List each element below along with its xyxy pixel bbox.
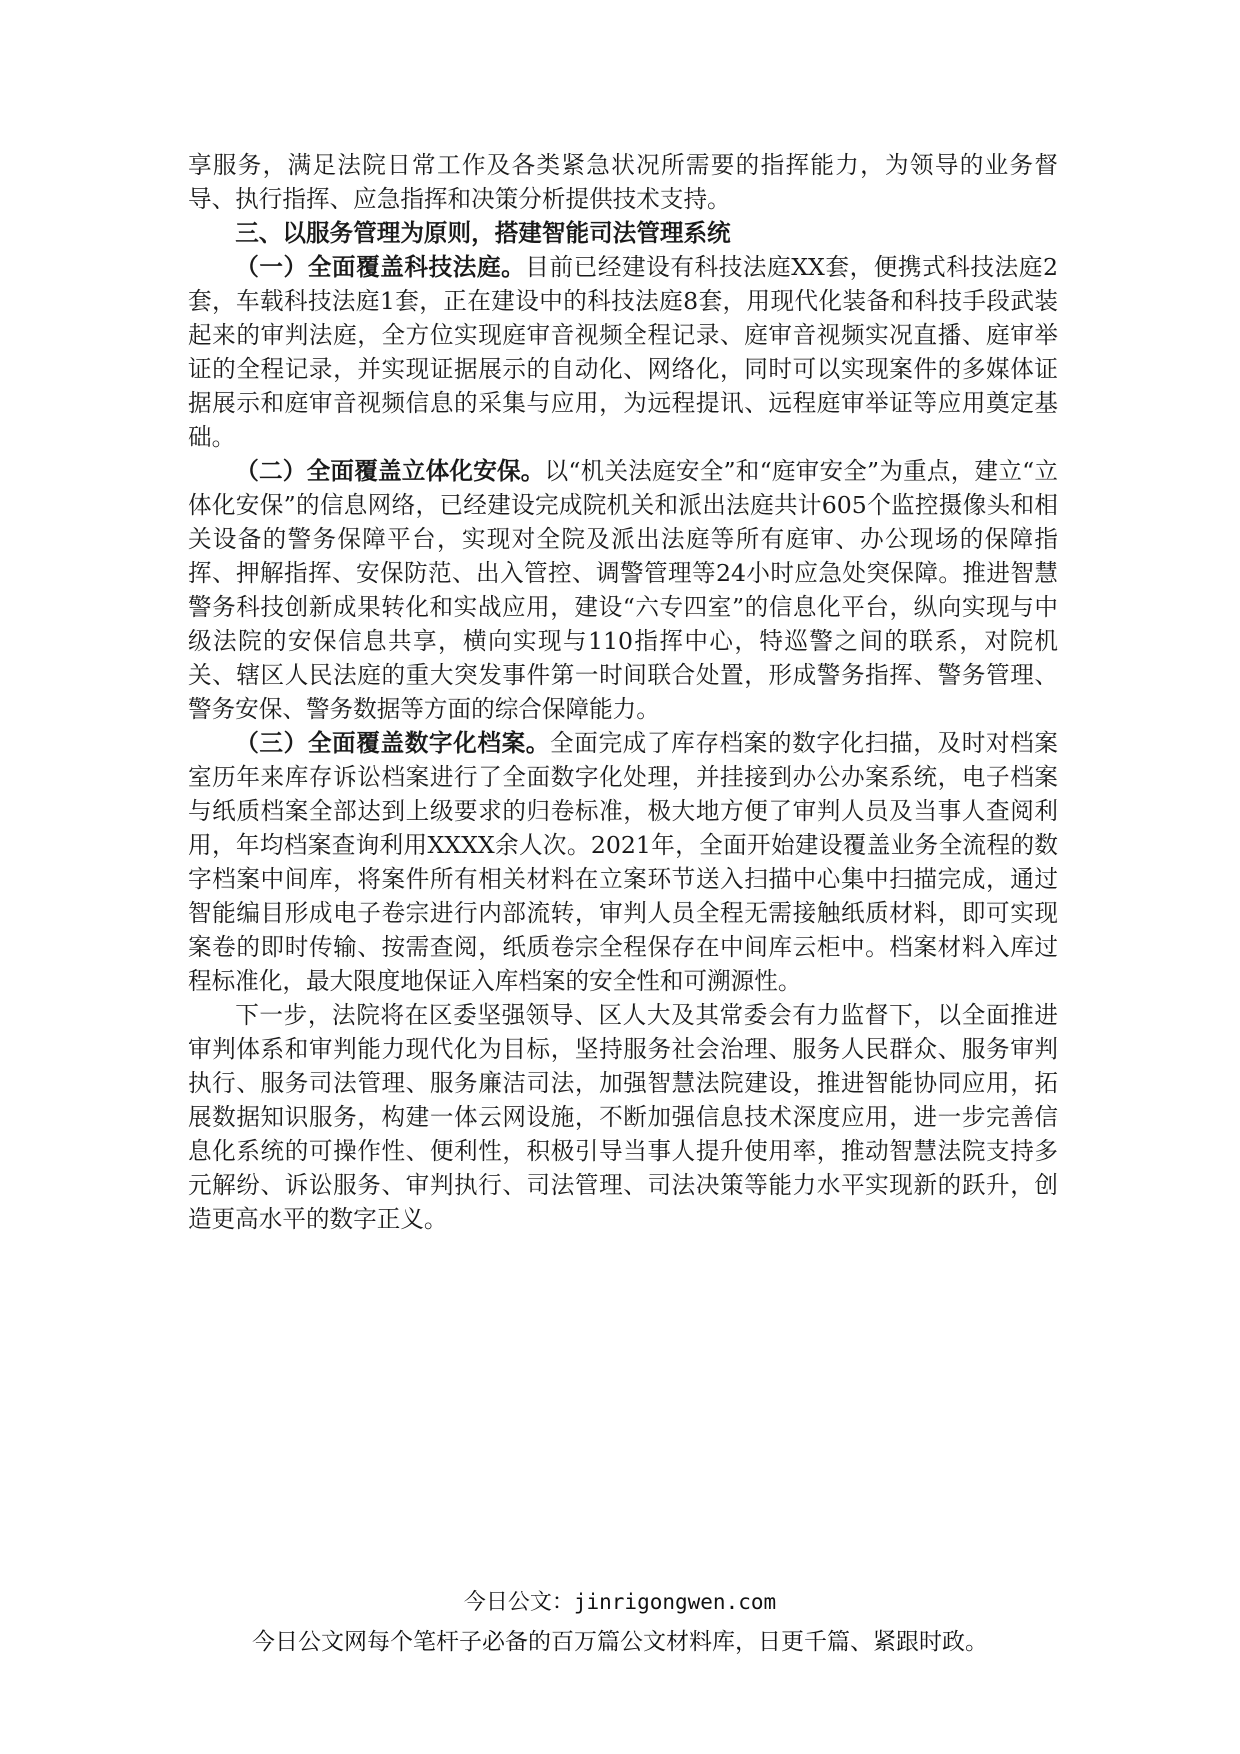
paragraph-digital-archives — [188, 726, 1058, 998]
paragraph-security — [188, 454, 1058, 726]
section-heading-3: 三、以服务管理为原则，搭建智能司法管理系统 — [235, 219, 731, 247]
footer-site-line — [0, 1587, 1240, 1618]
paragraph-tech-courts — [188, 250, 1058, 454]
paragraph-next-steps: 下一步，法院将在区委坚强领导、区人大及其常委会有力监督下，以全面推进审判体系和审判能力现代化为目标，坚持服务社会治理、服务人民群众、服务审判执行、服务司法管理、服务廉洁司法，加强智慧法院建设，推进智能协同应用，拓展数据知识服务，构建一体云网设施，不断加强信息技术深度应用，进一步完善信息化系统的可操作性、便利性，积极引导当事人提升使用率，推动智慧法院支持多元解纷、诉讼服务、审判执行、司法管理、司法决策等能力水平实现新的跃升，创造更高水平的数字正义。 — [188, 1001, 1058, 1233]
paragraph-continuation: 享服务，满足法院日常工作及各类紧急状况所需要的指挥能力，为领导的业务督导、执行指挥、应急指挥和决策分析提供技术支持。 — [188, 151, 1058, 213]
document-body — [188, 148, 1058, 1236]
paragraph-body-tech-courts: 目前已经建设有科技法庭XX套，便携式科技法庭2套，车载科技法庭1套，正在建设中的科技法庭8套，用现代化装备和科技手段武装起来的审判法庭，全方位实现庭审音视频全程记录、庭审音视频实况直播、庭审举证的全程记录，并实现证据展示的自动化、网络化，同时可以实现案件的多媒体证据展示和庭审音视频信息的采集与应用，为远程提讯、远程庭审举证等应用奠定基础。 — [188, 253, 1058, 451]
paragraph-lead-security: （二）全面覆盖立体化安保。 — [235, 457, 545, 485]
paragraph-lead-digital-archives: （三）全面覆盖数字化档案。 — [235, 729, 551, 757]
footer-site-link[interactable]: jinrigongwen.com — [573, 1590, 777, 1614]
paragraph-lead-tech-courts: （一）全面覆盖科技法庭。 — [235, 253, 526, 281]
paragraph-body-digital-archives: 全面完成了库存档案的数字化扫描，及时对档案室历年来库存诉讼档案进行了全面数字化处理，并挂接到办公办案系统，电子档案与纸质档案全部达到上级要求的归卷标准，极大地方便了审判人员及当事人查阅利用，年均档案查询利用XXXX余人次。2021年，全面开始建设覆盖业务全流程的数字档案中间库，将案件所有相关材料在立案环节送入扫描中心集中扫描完成，通过智能编目形成电子卷宗进行内部流转，审判人员全程无需接触纸质材料，即可实现案卷的即时传输、按需查阅，纸质卷宗全程保存在中间库云柜中。档案材料入库过程标准化，最大限度地保证入库档案的安全性和可溯源性。 — [188, 729, 1058, 995]
footer-site-label: 今日公文： — [463, 1590, 574, 1615]
paragraph-body-security: 以“机关法庭安全”和“庭审安全”为重点，建立“立体化安保”的信息网络，已经建设完成院机关和派出法庭共计605个监控摄像头和相关设备的警务保障平台，实现对全院及派出法庭等所有庭审、办公现场的保障指挥、押解指挥、安保防范、出入管控、调警管理等24小时应急处突保障。推进智慧警务科技创新成果转化和实战应用，建设“六专四室”的信息化平台，纵向实现与中级法院的安保信息共享，横向实现与110指挥中心，特巡警之间的联系，对院机关、辖区人民法庭的重大突发事件第一时间联合处置，形成警务指挥、警务管理、警务安保、警务数据等方面的综合保障能力。 — [188, 457, 1059, 723]
footer-slogan: 今日公文网每个笔杆子必备的百万篇公文材料库，日更千篇、紧跟时政。 — [252, 1629, 988, 1655]
